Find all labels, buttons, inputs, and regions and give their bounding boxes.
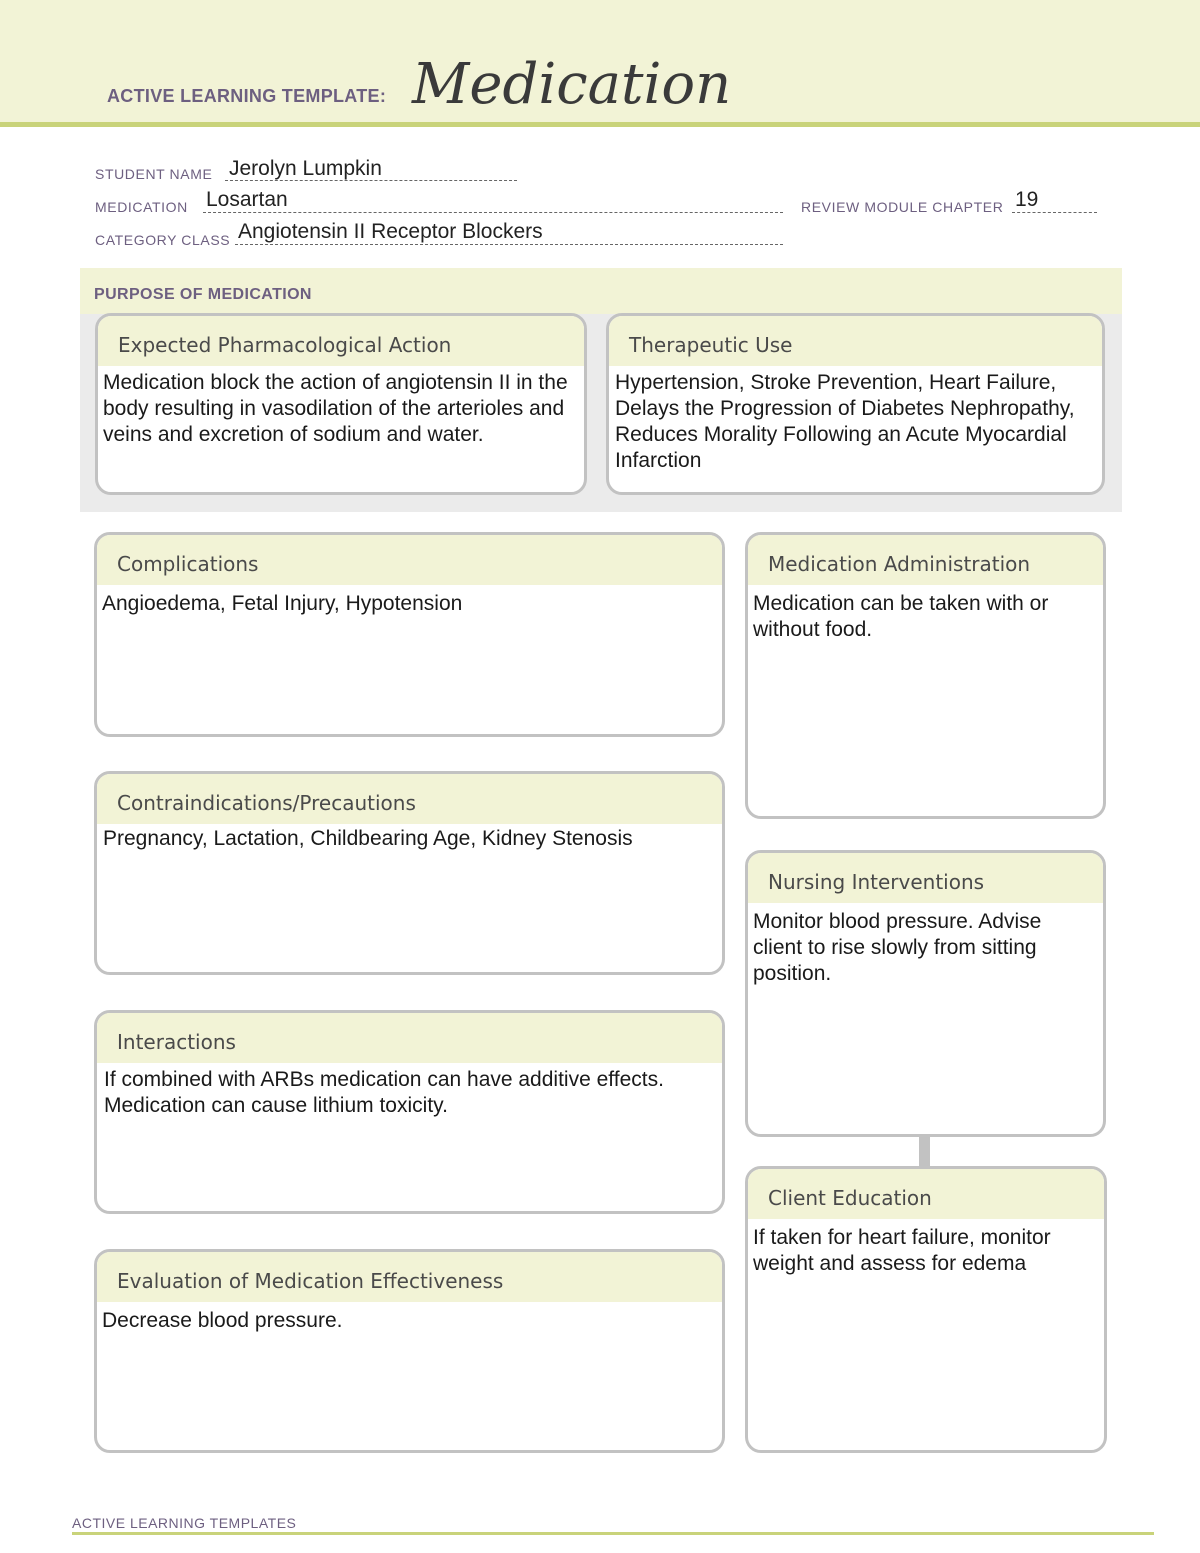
category-class-underline [235,244,783,245]
therapeutic-use-header [609,316,1102,366]
student-name-underline [225,180,517,181]
client-education-box[interactable] [745,1166,1107,1453]
therapeutic-use-text: Hypertension, Stroke Prevention, Heart Failure, Delays the Progression of Diabetes Nephropathy, Reduces Morality Following an Acute Myocardial Infarction [615,371,1075,472]
purpose-section-title: PURPOSE OF MEDICATION [94,286,312,303]
nursing-interventions-header [748,853,1103,903]
administration-text: Medication can be taken with or without food. [753,592,1049,641]
administration-title: Medication Administration [768,552,1031,576]
expected-action-header [98,316,584,366]
footer-label: ACTIVE LEARNING TEMPLATES [72,1515,297,1531]
review-module-field[interactable]: 19 [1015,188,1039,211]
client-education-title: Client Education [768,1186,932,1210]
therapeutic-use-title: Therapeutic Use [629,333,793,357]
contraindications-title: Contraindications/Precautions [117,791,416,815]
complications-header [97,535,722,585]
header-divider [0,122,1200,127]
administration-header [748,535,1103,585]
complications-box[interactable] [94,532,725,737]
category-class-label: CATEGORY CLASS [95,232,231,248]
student-name-label: STUDENT NAME [95,166,213,182]
interactions-header [97,1013,722,1063]
evaluation-box[interactable] [94,1249,725,1453]
category-class-field[interactable]: Angiotensin II Receptor Blockers [238,220,543,243]
client-education-header [748,1169,1104,1219]
evaluation-title: Evaluation of Medication Effectiveness [117,1269,504,1293]
template-label: ACTIVE LEARNING TEMPLATE: [107,86,387,106]
template-title: Medication [412,52,732,117]
contraindications-text: Pregnancy, Lactation, Childbearing Age, Kidney Stenosis [103,827,633,850]
contraindications-header [97,774,722,824]
interactions-title: Interactions [117,1030,236,1054]
connector-bar [919,1134,930,1168]
evaluation-header [97,1252,722,1302]
medication-label: MEDICATION [95,199,188,215]
evaluation-text: Decrease blood pressure. [102,1309,343,1332]
nursing-interventions-box[interactable] [745,850,1106,1137]
nursing-interventions-text: Monitor blood pressure. Advise client to rise slowly from sitting position. [753,910,1042,985]
contraindications-box[interactable] [94,771,725,975]
review-module-label: REVIEW MODULE CHAPTER [801,199,1004,215]
expected-action-box[interactable] [95,313,587,495]
expected-action-title: Expected Pharmacological Action [118,333,452,357]
interactions-box[interactable] [94,1010,725,1214]
administration-box[interactable] [745,532,1106,819]
medication-underline [203,212,783,213]
student-name-field[interactable]: Jerolyn Lumpkin [229,157,382,180]
complications-title: Complications [117,552,259,576]
nursing-interventions-title: Nursing Interventions [768,870,985,894]
footer-divider [72,1532,1154,1535]
complications-text: Angioedema, Fetal Injury, Hypotension [102,592,463,615]
medication-field[interactable]: Losartan [206,188,288,211]
review-module-underline [1012,212,1097,213]
expected-action-text: Medication block the action of angiotensin II in the body resulting in vasodilation of the arterioles and veins and excretion of sodium and water. [103,371,568,446]
interactions-text: If combined with ARBs medication can have additive effects. Medication can cause lithium toxicity. [104,1068,664,1117]
therapeutic-use-box[interactable] [606,313,1105,495]
client-education-text: If taken for heart failure, monitor weight and assess for edema [753,1226,1051,1275]
